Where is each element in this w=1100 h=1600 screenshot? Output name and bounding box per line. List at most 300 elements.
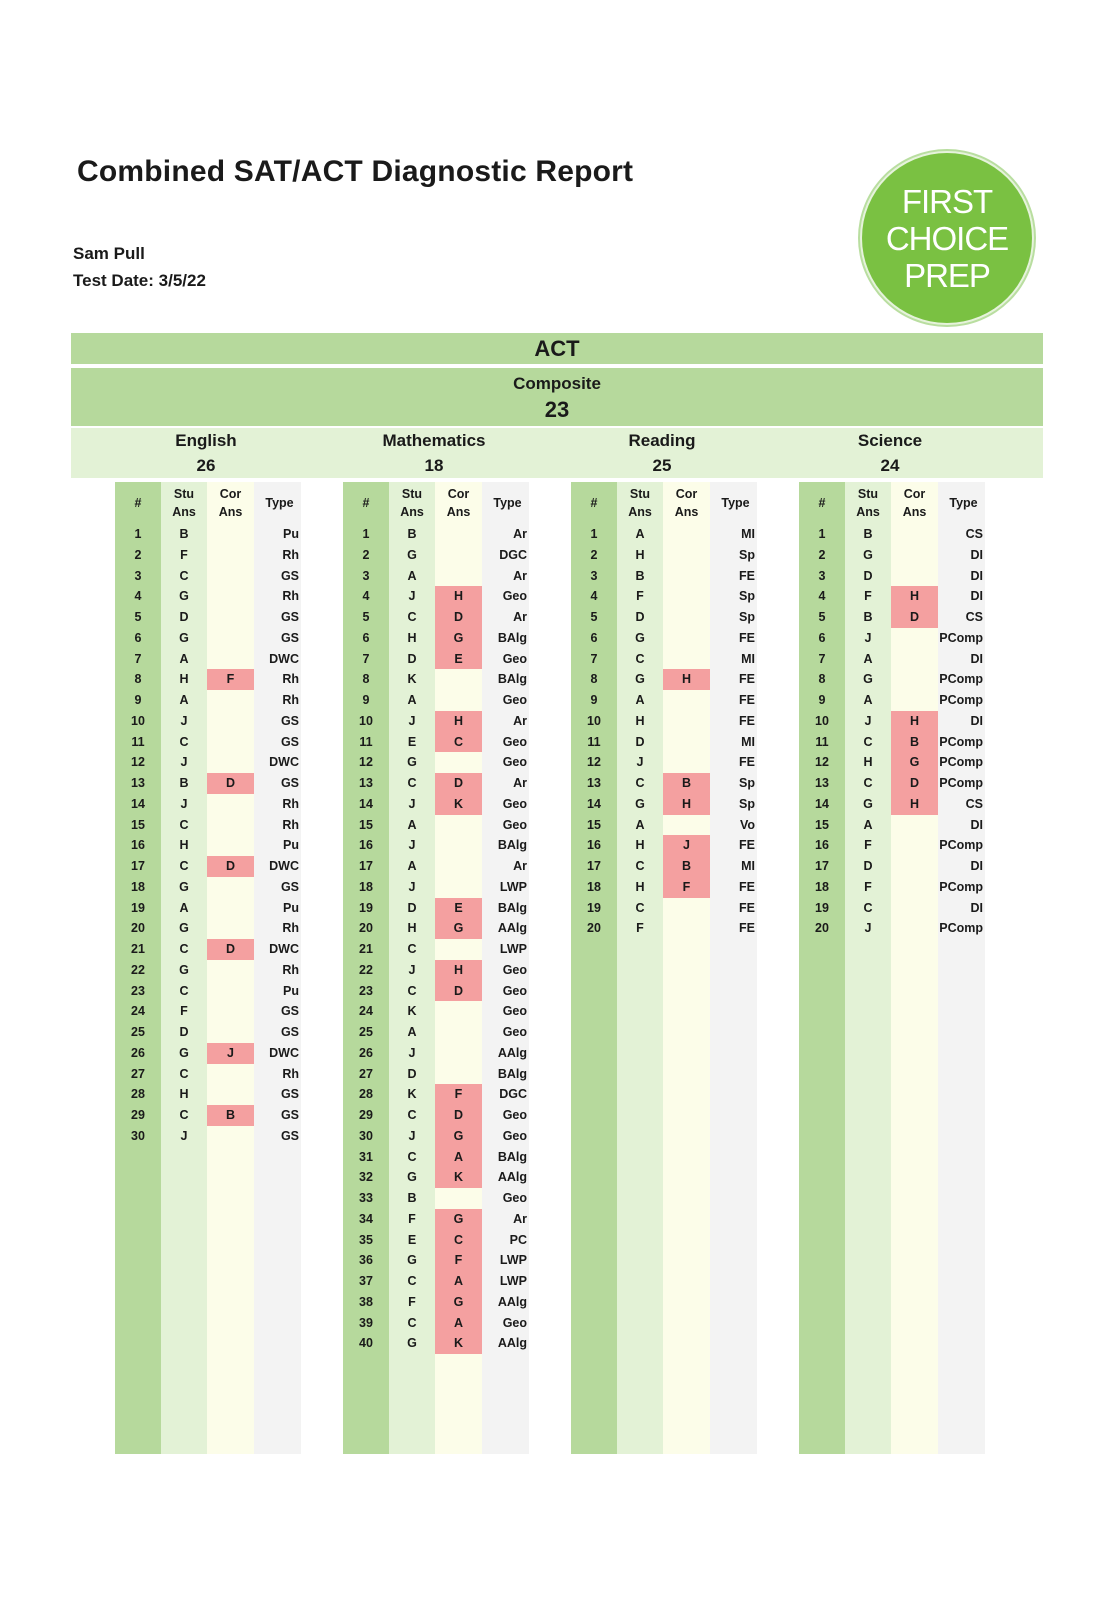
correct-answer-missed: F [207,669,254,690]
test-name-band: ACT [71,333,1043,364]
answer-row [343,1292,533,1313]
answer-row [571,586,761,607]
answer-row [799,815,989,836]
question-type: Ar [513,776,527,790]
student-answer: D [179,610,189,624]
student-answer: H [635,879,645,894]
correct-answer [435,524,482,545]
answer-row [571,545,761,566]
question-number: 20 [131,921,145,936]
correct-answer [891,815,938,836]
student-answer: G [179,1045,189,1060]
question-number: 15 [815,817,829,832]
subject-mathematics [320,428,548,478]
header-type: Type [721,496,750,510]
question-type: AAlg [497,1336,527,1351]
logo-line-1: FIRST [901,182,993,220]
correct-answer [207,918,254,939]
question-type: Sp [739,547,755,562]
header-student-answer-line1: Stu [401,487,423,501]
answer-row [799,877,989,898]
answer-row [115,1084,305,1105]
correct-answer [891,566,938,587]
question-type: FE [739,630,755,645]
header-correct-answer-line1: Cor [219,487,242,501]
question-number: 10 [131,713,145,728]
header-number: # [362,496,370,510]
student-answer: F [864,838,872,853]
correct-answer-missed: D [435,981,482,1002]
student-answer: C [179,983,189,998]
student-answer: H [179,672,189,687]
correct-answer [207,981,254,1002]
answer-row [799,586,989,607]
question-type: LWP [499,1274,527,1288]
answer-rows [115,524,305,1147]
question-number: 24 [359,1004,373,1019]
question-type: Rh [282,693,299,707]
question-type: CS [965,610,983,624]
student-answer: G [179,921,189,936]
question-number: 8 [134,672,142,687]
question-number: 1 [590,527,598,541]
student-answer: B [179,527,189,541]
question-type: BAlg [497,1066,527,1081]
question-number: 8 [590,672,598,687]
answer-row [799,732,989,753]
question-type: FE [739,713,755,728]
question-type: AAlg [497,1045,527,1060]
question-number: 7 [362,651,370,666]
question-number: 13 [359,776,373,790]
header-number: # [590,496,598,510]
correct-answer [207,1084,254,1105]
subject-name: English [175,431,237,450]
header-number: # [134,496,142,510]
student-answer: H [635,838,645,853]
question-type: PComp [939,734,983,749]
correct-answer [207,877,254,898]
student-answer: C [179,859,189,873]
question-type: BAlg [497,672,527,687]
correct-answer-missed: E [435,898,482,919]
header-student-answer-line1: Stu [857,487,879,501]
question-type: MI [741,859,755,873]
correct-answer-missed: D [435,773,482,794]
subject-scores-band [71,428,1043,478]
question-type: LWP [499,1253,527,1268]
question-type: DGC [499,547,527,562]
answer-row [343,649,533,670]
answer-row [115,566,305,587]
correct-answer-missed: D [435,607,482,628]
question-type: Sp [739,610,755,624]
correct-answer-missed: B [663,856,710,877]
correct-answer-missed: C [435,732,482,753]
student-answer: C [179,817,189,832]
student-answer: F [180,1004,188,1019]
question-number: 3 [590,568,598,583]
question-number: 18 [359,879,373,894]
question-type: DI [970,900,983,915]
question-type: Geo [502,1128,527,1143]
question-number: 29 [131,1108,145,1122]
question-type: Ar [513,859,527,873]
answer-row [343,1209,533,1230]
student-answer: G [407,1170,417,1185]
answer-row [571,773,761,794]
question-number: 12 [587,755,601,770]
answer-row [799,690,989,711]
correct-answer-missed: H [891,711,938,732]
answer-row [571,856,761,877]
answer-row [115,752,305,773]
question-type: MI [741,734,755,749]
answer-row [115,1001,305,1022]
question-type: DWC [269,755,299,770]
student-answer: D [407,900,417,915]
question-number: 28 [131,1087,145,1102]
answer-row [343,1147,533,1168]
student-answer: B [863,527,873,541]
correct-answer-missed: G [435,1292,482,1313]
answer-row [571,524,761,545]
student-answer: G [863,672,873,687]
correct-answer-missed: K [435,1167,482,1188]
answer-row [343,669,533,690]
answer-rows [799,524,989,939]
question-number: 11 [131,734,145,749]
question-number: 36 [359,1253,373,1268]
answer-row [343,1022,533,1043]
answer-row [571,628,761,649]
student-answer: F [864,589,872,604]
correct-answer [207,524,254,545]
answer-row [343,1313,533,1334]
question-number: 14 [815,796,829,811]
question-type: Geo [502,651,527,666]
question-type: Rh [282,962,299,977]
question-number: 21 [359,942,373,956]
correct-answer-missed: K [435,1333,482,1354]
question-number: 35 [359,1232,373,1247]
student-answer: C [635,776,645,790]
correct-answer [663,545,710,566]
correct-answer-missed: G [435,1126,482,1147]
answer-row [799,669,989,690]
question-number: 10 [815,713,829,728]
question-type: PComp [939,630,983,645]
header-student-answer [389,482,435,524]
question-type: Ar [513,713,527,728]
answer-row [115,794,305,815]
answer-row [343,773,533,794]
correct-answer [435,1188,482,1209]
student-answer: G [635,630,645,645]
answer-row [343,1001,533,1022]
question-type: GS [280,568,299,583]
question-type: FE [739,900,755,915]
student-answer: H [179,1087,189,1102]
answer-row [343,1188,533,1209]
question-number: 9 [134,693,142,707]
question-number: 12 [131,755,145,770]
question-number: 29 [359,1108,373,1122]
question-type: FE [739,755,755,770]
student-answer: F [408,1211,416,1226]
correct-answer [663,918,710,939]
composite-band [71,368,1043,426]
student-answer: G [635,672,645,687]
student-answer: A [179,651,189,666]
header-correct-answer-line1: Cor [675,487,698,501]
answer-row [343,1084,533,1105]
question-type: GS [280,776,299,790]
correct-answer [435,1064,482,1085]
question-number: 25 [131,1025,145,1039]
question-number: 4 [818,589,826,604]
correct-answer [207,794,254,815]
student-answer: H [407,921,417,936]
question-number: 26 [359,1045,373,1060]
correct-answer [207,607,254,628]
correct-answer [207,960,254,981]
question-type: FE [739,879,755,894]
student-answer: G [407,1253,417,1268]
correct-answer [207,545,254,566]
question-type: CS [965,527,983,541]
student-answer: A [179,900,189,915]
question-type: Geo [502,755,527,770]
correct-answer [207,628,254,649]
correct-answer [435,815,482,836]
question-type: Geo [502,796,527,811]
question-number: 20 [815,921,829,936]
correct-answer-missed: C [435,1230,482,1251]
answers-mathematics [343,482,533,1454]
subject-science [776,428,1004,478]
question-type: Ar [513,568,527,583]
answer-row [343,586,533,607]
student-answer: A [179,693,189,707]
header-correct-answer [435,482,482,524]
answer-row [115,586,305,607]
correct-answer-missed: D [207,773,254,794]
student-answer: D [407,1066,417,1081]
question-type: Ar [513,1211,527,1226]
answer-row [115,1064,305,1085]
question-number: 30 [359,1128,373,1143]
student-answer: A [407,568,417,583]
question-number: 23 [359,983,373,998]
student-answer: C [179,568,189,583]
student-answer: C [863,776,873,790]
correct-answer [663,898,710,919]
correct-answer [207,1064,254,1085]
question-type: Geo [502,983,527,998]
student-answer: C [863,900,873,915]
correct-answer [663,732,710,753]
answer-row [343,939,533,960]
student-answer: D [635,610,645,624]
correct-answer [891,835,938,856]
student-answer: J [864,713,872,728]
answer-row [343,628,533,649]
answer-row [115,1105,305,1126]
subject-english [92,428,320,478]
question-number: 26 [131,1045,145,1060]
student-answer: E [407,1232,417,1247]
answer-row [343,1126,533,1147]
correct-answer [207,1001,254,1022]
question-number: 5 [362,610,370,624]
correct-answer [663,607,710,628]
question-type: Geo [502,1191,527,1205]
correct-answer [207,898,254,919]
answer-row [115,877,305,898]
correct-answer [435,877,482,898]
correct-answer [207,1022,254,1043]
student-answer: A [407,1025,417,1039]
question-type: GS [280,630,299,645]
correct-answer [435,566,482,587]
correct-answer [663,586,710,607]
correct-answer-missed: K [435,794,482,815]
correct-answer [435,1001,482,1022]
question-number: 2 [134,547,142,562]
question-type: Rh [282,796,299,811]
question-number: 5 [818,610,826,624]
question-number: 22 [131,962,145,977]
student-answer: A [407,817,417,832]
header-student-answer [845,482,891,524]
subject-score: 26 [196,456,216,475]
answer-row [343,1167,533,1188]
question-number: 7 [590,651,598,666]
subject-name: Science [857,431,923,450]
answer-row [571,835,761,856]
correct-answer-missed: F [435,1084,482,1105]
question-number: 23 [131,983,145,998]
question-type: DWC [269,859,299,873]
correct-answer-missed: D [435,1105,482,1126]
student-answer: C [407,1274,417,1288]
question-type: DI [970,568,983,583]
question-type: Sp [739,796,755,811]
student-answer: B [407,1191,417,1205]
question-number: 11 [815,734,829,749]
correct-answer [207,649,254,670]
answer-row [343,1271,533,1292]
question-number: 16 [131,838,145,853]
question-number: 10 [587,713,601,728]
answer-row [343,732,533,753]
question-type: DI [970,589,983,604]
correct-answer [435,1022,482,1043]
student-answer: H [863,755,873,770]
answer-row [571,752,761,773]
question-type: FE [739,921,755,936]
student-answer: J [180,1128,188,1143]
answer-row [115,960,305,981]
header-student-answer-line1: Stu [629,487,651,501]
student-answer: D [863,568,873,583]
student-answer: G [407,1336,417,1351]
correct-answer-missed: D [207,939,254,960]
logo-line-3: PREP [904,256,990,294]
student-answer: C [407,942,417,956]
answer-row [799,835,989,856]
question-number: 20 [359,921,373,936]
student-answer: G [863,547,873,562]
student-answer: C [407,1149,417,1164]
correct-answer [891,918,938,939]
answer-row [343,545,533,566]
correct-answer-missed: G [435,1209,482,1230]
question-type: Geo [502,817,527,832]
question-number: 7 [134,651,142,666]
question-type: GS [280,1108,299,1122]
answer-row [799,794,989,815]
correct-answer-missed: D [891,773,938,794]
answers-reading [571,482,761,1454]
correct-answer [891,649,938,670]
question-type: MI [741,651,755,666]
question-type: GS [280,1004,299,1019]
student-answer: F [636,921,644,936]
answer-row [799,898,989,919]
correct-answer-missed: B [663,773,710,794]
question-type: Vo [739,817,755,832]
correct-answer-missed: D [207,856,254,877]
subject-score: 18 [424,456,444,475]
header-student-answer-line2: Ans [400,505,424,519]
answer-row [799,649,989,670]
answer-row [799,752,989,773]
correct-answer [435,939,482,960]
question-number: 1 [362,527,370,541]
student-answer: G [179,879,189,894]
question-type: PComp [939,693,983,707]
answer-row [115,711,305,732]
subject-name: Mathematics [382,431,486,450]
student-answer: K [407,672,417,687]
answer-row [343,1105,533,1126]
question-number: 2 [590,547,598,562]
answer-row [799,918,989,939]
student-answer: J [180,713,188,728]
student-answer: J [408,713,416,728]
student-answer: J [408,1128,416,1143]
question-type: Ar [513,610,527,624]
question-number: 13 [131,776,145,790]
subject-score: 24 [880,456,900,475]
question-number: 17 [131,859,145,873]
correct-answer [891,628,938,649]
question-number: 14 [131,796,145,811]
correct-answer [891,856,938,877]
correct-answer [435,690,482,711]
answer-row [799,545,989,566]
answer-row [571,607,761,628]
header-student-answer [617,482,663,524]
header-correct-answer [207,482,254,524]
student-answer: D [407,651,417,666]
question-type: AAlg [497,1294,527,1309]
correct-answer-missed: G [435,628,482,649]
question-type: DI [970,651,983,666]
answer-row [799,856,989,877]
